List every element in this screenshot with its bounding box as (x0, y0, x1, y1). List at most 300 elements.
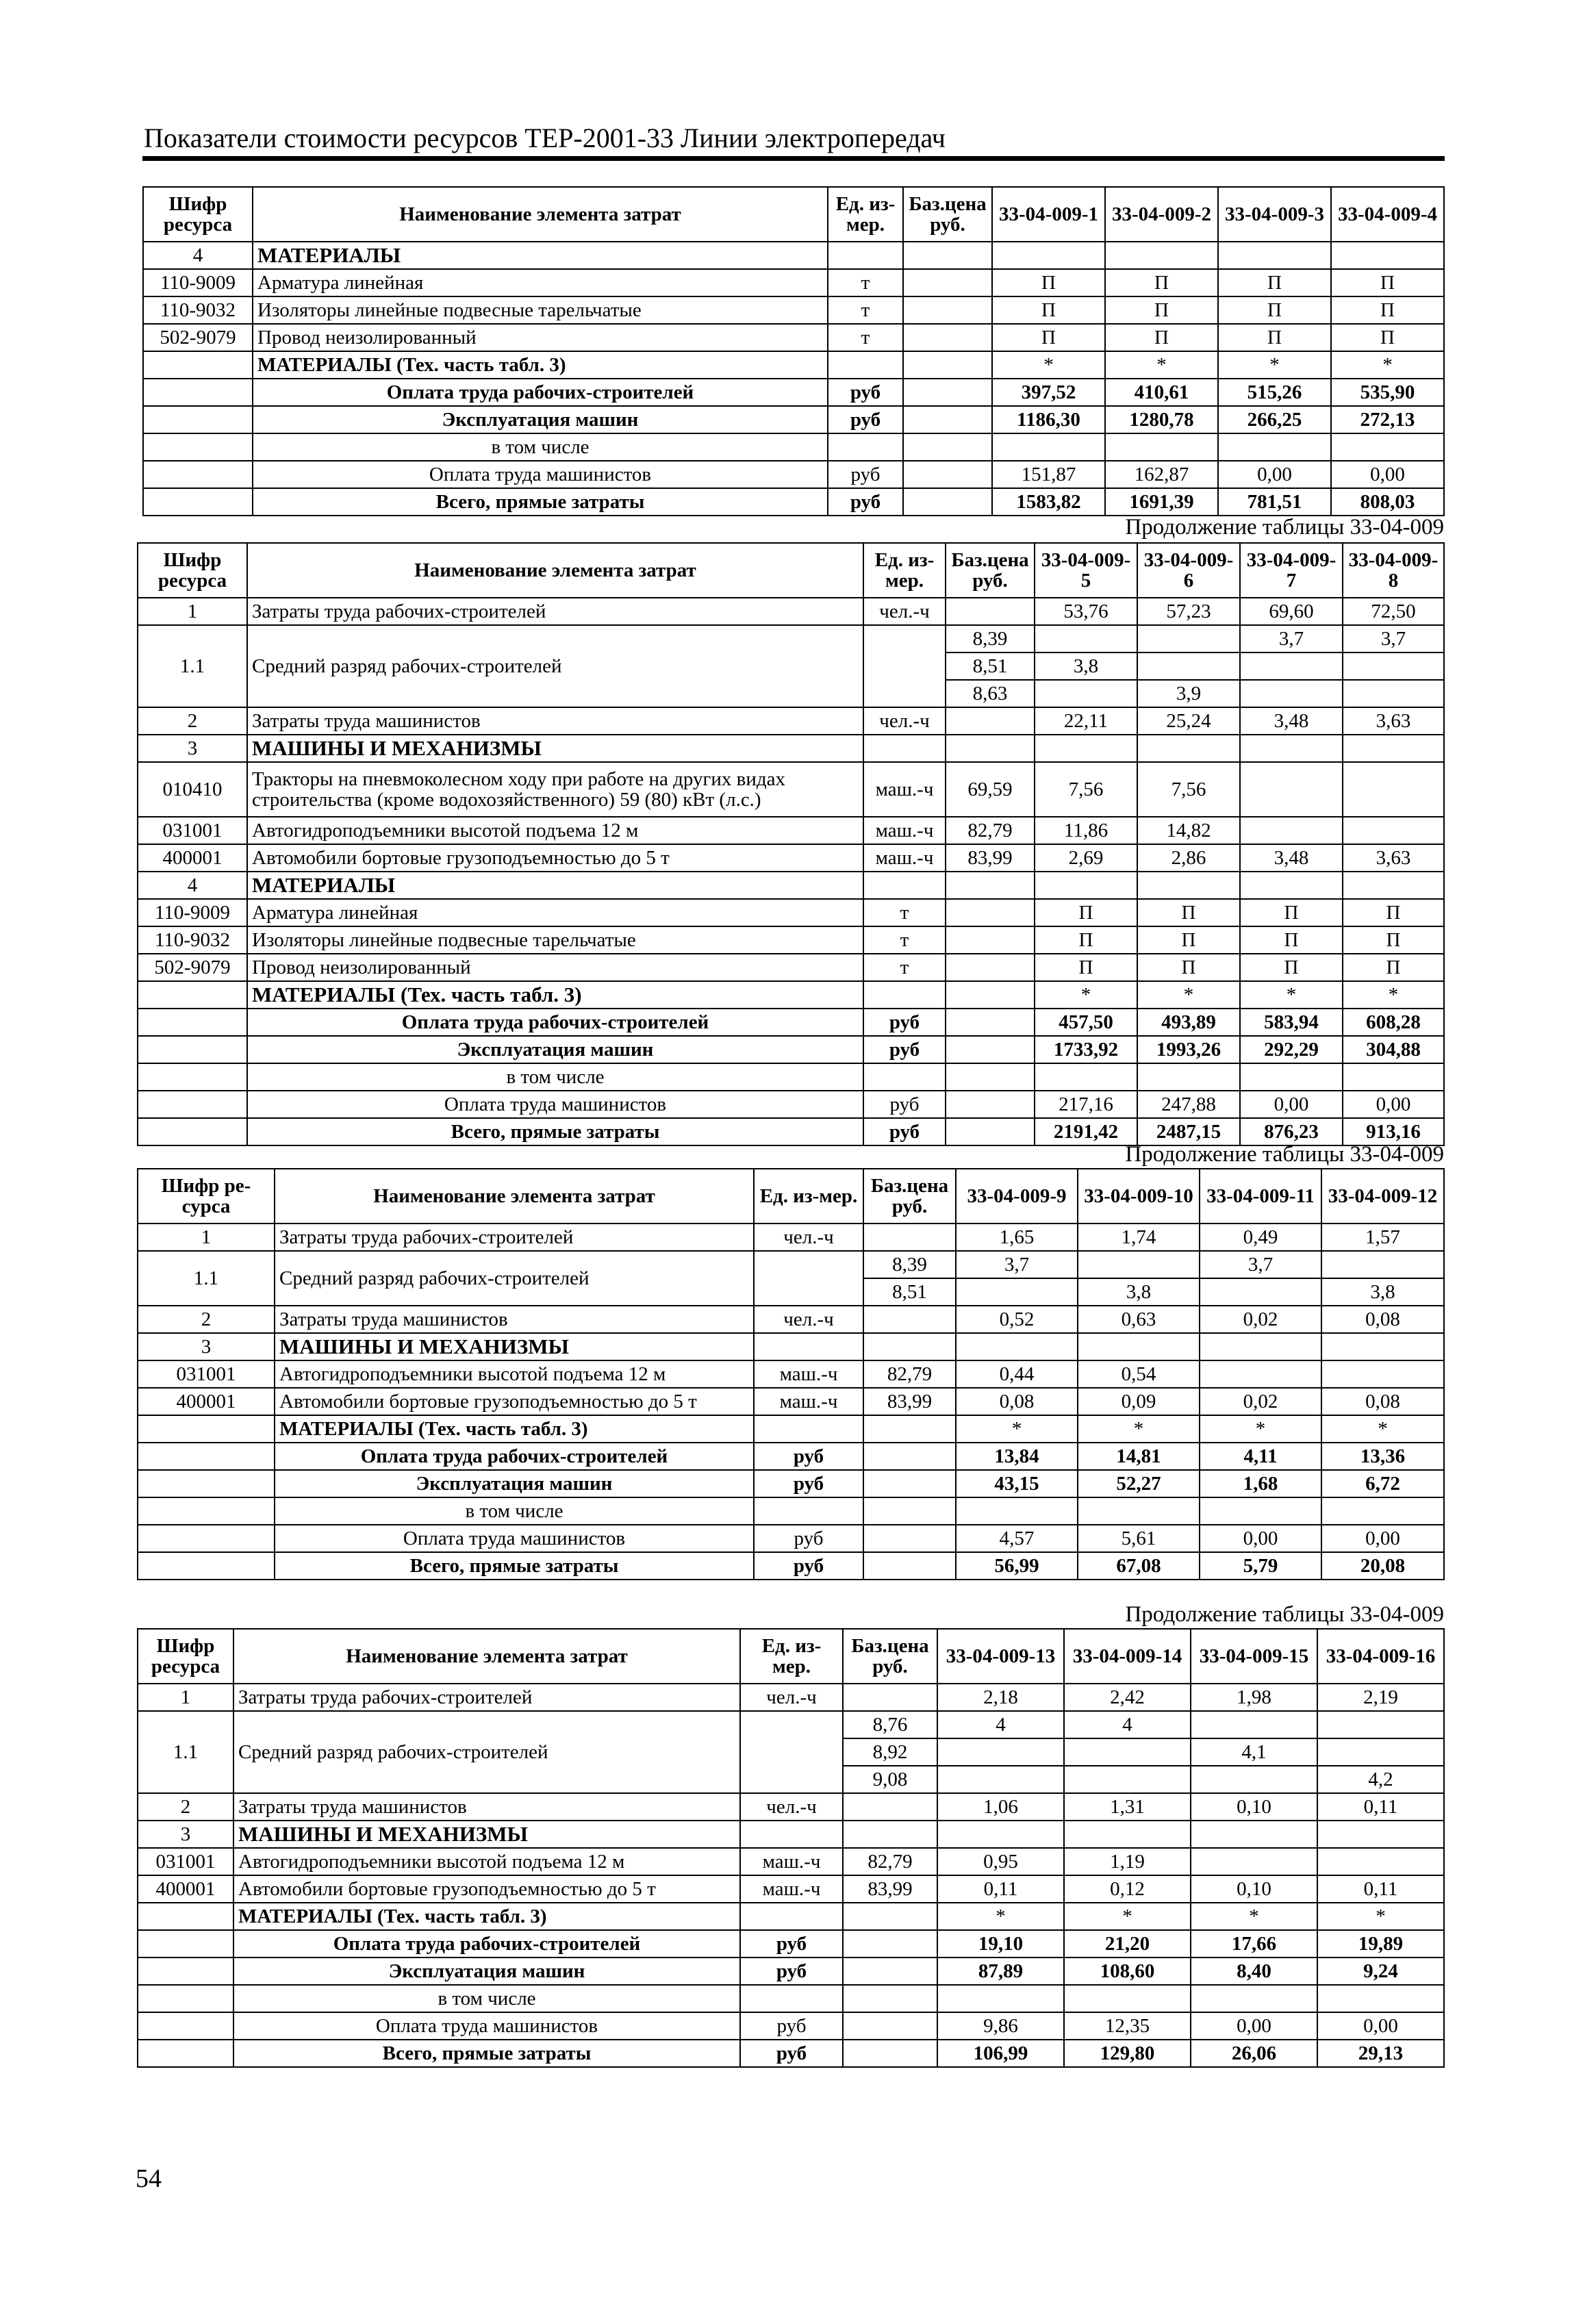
value-cell: * (992, 351, 1105, 379)
header-name: Наименование элемента затрат (247, 543, 863, 598)
value-cell: П (1137, 954, 1240, 981)
unit-cell: т (863, 899, 946, 926)
name-cell: Средний разряд рабочих-строителей (233, 1711, 740, 1793)
value-cell: 493,89 (1137, 1009, 1240, 1036)
value-cell: 7,56 (1035, 762, 1137, 817)
value-cell: * (1321, 1415, 1444, 1443)
name-cell: Провод неизолированный (253, 324, 828, 351)
price-cell: 8,51 (946, 652, 1035, 680)
code-cell (138, 1063, 247, 1091)
code-cell: 2 (138, 1793, 233, 1821)
unit-cell: маш.-ч (740, 1848, 843, 1875)
name-cell: Автогидроподъемники высотой подъема 12 м (233, 1848, 740, 1875)
value-cell (1035, 735, 1137, 762)
table-row (138, 2040, 1444, 2067)
price-cell: 8,63 (946, 680, 1035, 707)
unit-cell: руб (740, 1957, 843, 1985)
resource-table-1 (142, 186, 1445, 516)
value-cell: 0,95 (937, 1848, 1064, 1875)
name-cell: МАШИНЫ И МЕХАНИЗМЫ (247, 735, 863, 762)
value-cell (1200, 1333, 1321, 1360)
table-row (138, 1793, 1444, 1821)
value-cell: 3,7 (1240, 625, 1343, 652)
continuation-label: Продолжение таблицы 33-04-009 (1125, 515, 1444, 540)
value-cell: 3,48 (1240, 844, 1343, 872)
value-cell: 0,00 (1343, 1091, 1444, 1118)
value-cell: 5,79 (1200, 1552, 1321, 1580)
resource-table-3 (137, 1168, 1445, 1580)
header-code: Шифр ресурса (138, 1629, 233, 1684)
code-cell (138, 1957, 233, 1985)
value-cell: П (1240, 926, 1343, 954)
table-row (143, 379, 1444, 406)
code-cell (138, 981, 247, 1009)
value-cell: 0,02 (1200, 1388, 1321, 1415)
value-cell (1240, 817, 1343, 844)
price-cell (843, 1985, 937, 2012)
name-cell: в том числе (233, 1985, 740, 2012)
price-cell (903, 433, 992, 461)
code-cell (138, 1985, 233, 2012)
value-cell (1137, 625, 1240, 652)
code-cell: 1 (138, 1684, 233, 1711)
table-row (138, 707, 1444, 735)
value-cell: 43,15 (956, 1470, 1078, 1497)
value-cell (1035, 625, 1137, 652)
code-cell: 4 (138, 872, 247, 899)
unit-cell: т (863, 954, 946, 981)
name-cell: Оплата труда машинистов (233, 2012, 740, 2040)
code-cell (143, 461, 253, 488)
table-row (138, 817, 1444, 844)
code-cell (143, 433, 253, 461)
table-row (138, 1848, 1444, 1875)
value-cell (992, 242, 1105, 269)
value-cell (1191, 1985, 1317, 2012)
value-cell (1343, 872, 1444, 899)
header-col-2: 33-04-009-6 (1137, 543, 1240, 598)
value-cell: 1,06 (937, 1793, 1064, 1821)
unit-cell (754, 1497, 863, 1525)
name-cell: Автомобили бортовые грузоподъемностью до 5 т (247, 844, 863, 872)
value-cell: 457,50 (1035, 1009, 1137, 1036)
value-cell: 608,28 (1343, 1009, 1444, 1036)
table-row (138, 1930, 1444, 1957)
header-name: Наименование элемента затрат (253, 187, 828, 242)
value-cell: 0,49 (1200, 1224, 1321, 1251)
table-row (138, 1821, 1444, 1848)
value-cell: 0,02 (1200, 1306, 1321, 1333)
price-cell (843, 1821, 937, 1848)
name-cell: Средний разряд рабочих-строителей (247, 625, 863, 707)
value-cell: 6,72 (1321, 1470, 1444, 1497)
value-cell (1240, 762, 1343, 817)
table-row (138, 1306, 1444, 1333)
value-cell (937, 1738, 1064, 1766)
code-cell (138, 1036, 247, 1063)
value-cell: 0,00 (1321, 1525, 1444, 1552)
name-cell: Арматура линейная (253, 269, 828, 296)
price-cell (863, 1552, 956, 1580)
price-cell (946, 598, 1035, 625)
name-cell: Тракторы на пневмоколесном ходу при работе на других видах строительства (кроме водохозяйственного) 59 (80) кВт (л.с.) (247, 762, 863, 817)
value-cell: 0,10 (1191, 1793, 1317, 1821)
unit-cell (828, 433, 903, 461)
table-row (138, 1957, 1444, 1985)
value-cell: 25,24 (1137, 707, 1240, 735)
header-unit: Ед. из-мер. (754, 1169, 863, 1224)
value-cell: 583,94 (1240, 1009, 1343, 1036)
value-cell: 781,51 (1218, 488, 1331, 516)
price-cell (863, 1224, 956, 1251)
code-cell (143, 406, 253, 433)
code-cell: 010410 (138, 762, 247, 817)
value-cell: 2,86 (1137, 844, 1240, 872)
price-cell (863, 1525, 956, 1552)
name-cell: Провод неизолированный (247, 954, 863, 981)
value-cell (1343, 735, 1444, 762)
price-cell (843, 1793, 937, 1821)
code-cell (138, 2040, 233, 2067)
name-cell: Эксплуатация машин (247, 1036, 863, 1063)
code-cell: 1.1 (138, 1251, 275, 1306)
resource-table-2 (137, 542, 1445, 1146)
code-cell: 110-9032 (143, 296, 253, 324)
value-cell: 0,44 (956, 1360, 1078, 1388)
value-cell: 3,7 (1343, 625, 1444, 652)
unit-cell: маш.-ч (754, 1360, 863, 1388)
value-cell (1331, 433, 1444, 461)
value-cell: П (1105, 296, 1218, 324)
name-cell: Автогидроподъемники высотой подъема 12 м (247, 817, 863, 844)
price-cell (843, 1684, 937, 1711)
table-row (138, 1360, 1444, 1388)
table-row (138, 1063, 1444, 1091)
price-cell (843, 2012, 937, 2040)
unit-cell (828, 351, 903, 379)
price-cell (863, 1497, 956, 1525)
name-cell: МАТЕРИАЛЫ (247, 872, 863, 899)
header-name: Наименование элемента затрат (233, 1629, 740, 1684)
unit-cell: руб (740, 1930, 843, 1957)
value-cell: П (1343, 926, 1444, 954)
code-cell: 400001 (138, 1875, 233, 1903)
unit-cell: руб (754, 1552, 863, 1580)
table-row (138, 1091, 1444, 1118)
unit-cell (740, 1711, 843, 1793)
value-cell: 0,11 (1317, 1875, 1444, 1903)
table-row (143, 269, 1444, 296)
table-row (138, 1009, 1444, 1036)
price-cell (863, 1415, 956, 1443)
unit-cell: чел.-ч (740, 1793, 843, 1821)
name-cell: Изоляторы линейные подвесные тарельчатые (247, 926, 863, 954)
header-code: Шифр ресурса (138, 543, 247, 598)
table-row (138, 954, 1444, 981)
header-col-4: 33-04-009-12 (1321, 1169, 1444, 1224)
value-cell: 0,12 (1064, 1875, 1191, 1903)
header-unit: Ед. из-мер. (740, 1629, 843, 1684)
code-cell (138, 1415, 275, 1443)
value-cell (937, 1821, 1064, 1848)
value-cell: 808,03 (1331, 488, 1444, 516)
value-cell (1321, 1251, 1444, 1278)
code-cell (138, 1497, 275, 1525)
header-col-2: 33-04-009-2 (1105, 187, 1218, 242)
value-cell (1240, 1063, 1343, 1091)
value-cell (1191, 1848, 1317, 1875)
value-cell: 3,63 (1343, 844, 1444, 872)
value-cell: 129,80 (1064, 2040, 1191, 2067)
value-cell: 0,00 (1240, 1091, 1343, 1118)
name-cell: Всего, прямые затраты (233, 2040, 740, 2067)
value-cell: 4,2 (1317, 1766, 1444, 1793)
price-cell: 8,51 (863, 1278, 956, 1306)
unit-cell (863, 625, 946, 707)
table-row (138, 1875, 1444, 1903)
value-cell (937, 1766, 1064, 1793)
value-cell (1191, 1711, 1317, 1738)
value-cell: * (1317, 1903, 1444, 1930)
value-cell: 8,40 (1191, 1957, 1317, 1985)
unit-cell: руб (828, 379, 903, 406)
value-cell (1064, 1738, 1191, 1766)
value-cell (1321, 1333, 1444, 1360)
value-cell: П (1240, 954, 1343, 981)
value-cell: 2,42 (1064, 1684, 1191, 1711)
value-cell: * (1035, 981, 1137, 1009)
value-cell: 13,36 (1321, 1443, 1444, 1470)
value-cell: 52,27 (1078, 1470, 1200, 1497)
code-cell: 3 (138, 735, 247, 762)
table-row (138, 1118, 1444, 1145)
code-cell (143, 379, 253, 406)
value-cell (1105, 433, 1218, 461)
name-cell: МАТЕРИАЛЫ (Тех. часть табл. 3) (247, 981, 863, 1009)
name-cell: Автомобили бортовые грузоподъемностью до 5 т (275, 1388, 754, 1415)
value-cell (1317, 1738, 1444, 1766)
unit-cell: руб (740, 2040, 843, 2067)
code-cell: 031001 (138, 1848, 233, 1875)
value-cell: * (1240, 981, 1343, 1009)
value-cell: 20,08 (1321, 1552, 1444, 1580)
unit-cell: т (828, 269, 903, 296)
table-row (138, 625, 1444, 652)
value-cell (1240, 680, 1343, 707)
value-cell: 4,11 (1200, 1443, 1321, 1470)
header-col-1: 33-04-009-5 (1035, 543, 1137, 598)
value-cell: 1,19 (1064, 1848, 1191, 1875)
value-cell: П (1218, 296, 1331, 324)
code-cell: 031001 (138, 817, 247, 844)
table-row (143, 461, 1444, 488)
value-cell: * (1078, 1415, 1200, 1443)
table-row (143, 296, 1444, 324)
value-cell: 0,08 (1321, 1388, 1444, 1415)
price-cell (903, 242, 992, 269)
value-cell (1137, 652, 1240, 680)
price-cell (903, 296, 992, 324)
value-cell: П (992, 296, 1105, 324)
value-cell (992, 433, 1105, 461)
unit-cell: чел.-ч (863, 707, 946, 735)
name-cell: Оплата труда рабочих-строителей (275, 1443, 754, 1470)
table-row (138, 598, 1444, 625)
table-row (138, 1525, 1444, 1552)
table-row (138, 1333, 1444, 1360)
value-cell: 4,1 (1191, 1738, 1317, 1766)
table-row (138, 2012, 1444, 2040)
price-cell (903, 324, 992, 351)
value-cell: 1,65 (956, 1224, 1078, 1251)
table-row (138, 1903, 1444, 1930)
unit-cell (740, 1985, 843, 2012)
value-cell: 1,74 (1078, 1224, 1200, 1251)
code-cell (138, 1552, 275, 1580)
value-cell: 3,8 (1078, 1278, 1200, 1306)
value-cell: 3,7 (956, 1251, 1078, 1278)
value-cell: * (1218, 351, 1331, 379)
table-row (143, 351, 1444, 379)
price-cell: 8,92 (843, 1738, 937, 1766)
value-cell: П (1240, 899, 1343, 926)
unit-cell: руб (828, 461, 903, 488)
value-cell: 9,86 (937, 2012, 1064, 2040)
value-cell (956, 1497, 1078, 1525)
code-cell: 502-9079 (138, 954, 247, 981)
value-cell: 247,88 (1137, 1091, 1240, 1118)
price-cell: 8,39 (946, 625, 1035, 652)
price-cell (903, 406, 992, 433)
value-cell (1200, 1360, 1321, 1388)
price-cell (843, 2040, 937, 2067)
value-cell: 1583,82 (992, 488, 1105, 516)
value-cell: * (1137, 981, 1240, 1009)
value-cell: 0,54 (1078, 1360, 1200, 1388)
value-cell (1218, 242, 1331, 269)
name-cell: Всего, прямые затраты (253, 488, 828, 516)
value-cell (1317, 1848, 1444, 1875)
value-cell (956, 1333, 1078, 1360)
value-cell: * (1191, 1903, 1317, 1930)
table-row (138, 872, 1444, 899)
code-cell (143, 351, 253, 379)
value-cell (1343, 680, 1444, 707)
code-cell: 400001 (138, 844, 247, 872)
value-cell: * (1064, 1903, 1191, 1930)
code-cell: 110-9009 (143, 269, 253, 296)
code-cell: 4 (143, 242, 253, 269)
unit-cell (863, 735, 946, 762)
value-cell: 14,81 (1078, 1443, 1200, 1470)
value-cell (1137, 872, 1240, 899)
code-cell: 1 (138, 1224, 275, 1251)
header-name: Наименование элемента затрат (275, 1169, 754, 1224)
table-row (138, 899, 1444, 926)
value-cell: 515,26 (1218, 379, 1331, 406)
header-col-2: 33-04-009-14 (1064, 1629, 1191, 1684)
price-cell (903, 461, 992, 488)
value-cell: 14,82 (1137, 817, 1240, 844)
price-cell: 82,79 (946, 817, 1035, 844)
name-cell: Затраты труда машинистов (247, 707, 863, 735)
header-base-price: Баз.цена руб. (903, 187, 992, 242)
value-cell (1331, 242, 1444, 269)
price-cell (863, 1470, 956, 1497)
unit-cell: чел.-ч (740, 1684, 843, 1711)
table-row (138, 1684, 1444, 1711)
value-cell: 0,00 (1317, 2012, 1444, 2040)
unit-cell: руб (740, 2012, 843, 2040)
value-cell: 69,60 (1240, 598, 1343, 625)
value-cell (1064, 1821, 1191, 1848)
value-cell: П (1331, 296, 1444, 324)
value-cell: 272,13 (1331, 406, 1444, 433)
unit-cell: т (828, 296, 903, 324)
value-cell: 57,23 (1137, 598, 1240, 625)
value-cell (1078, 1333, 1200, 1360)
value-cell: 22,11 (1035, 707, 1137, 735)
value-cell: * (1105, 351, 1218, 379)
price-cell: 8,39 (863, 1251, 956, 1278)
value-cell: 2,19 (1317, 1684, 1444, 1711)
table-row (138, 1497, 1444, 1525)
unit-cell: руб (754, 1470, 863, 1497)
value-cell: 2,18 (937, 1684, 1064, 1711)
value-cell (1078, 1497, 1200, 1525)
unit-cell: маш.-ч (754, 1388, 863, 1415)
table-row (143, 433, 1444, 461)
header-code: Шифр ресурса (143, 187, 253, 242)
value-cell (1200, 1278, 1321, 1306)
value-cell: П (992, 324, 1105, 351)
value-cell: 0,00 (1218, 461, 1331, 488)
value-cell: 12,35 (1064, 2012, 1191, 2040)
value-cell: 3,63 (1343, 707, 1444, 735)
header-base-price: Баз.цена руб. (843, 1629, 937, 1684)
value-cell: 29,13 (1317, 2040, 1444, 2067)
value-cell: 19,10 (937, 1930, 1064, 1957)
table-row (138, 1224, 1444, 1251)
value-cell: 397,52 (992, 379, 1105, 406)
table-row (138, 1251, 1444, 1278)
name-cell: Оплата труда рабочих-строителей (247, 1009, 863, 1036)
value-cell: 913,16 (1343, 1118, 1444, 1145)
code-cell: 1.1 (138, 1711, 233, 1793)
value-cell (1240, 872, 1343, 899)
name-cell: Оплата труда рабочих-строителей (253, 379, 828, 406)
code-cell: 1.1 (138, 625, 247, 707)
value-cell: П (1218, 269, 1331, 296)
table-row (138, 1711, 1444, 1738)
header-col-3: 33-04-009-3 (1218, 187, 1331, 242)
name-cell: Затраты труда машинистов (275, 1306, 754, 1333)
value-cell: * (937, 1903, 1064, 1930)
value-cell: 1280,78 (1105, 406, 1218, 433)
value-cell: * (1200, 1415, 1321, 1443)
value-cell: 0,00 (1191, 2012, 1317, 2040)
value-cell: 106,99 (937, 2040, 1064, 2067)
value-cell (1200, 1497, 1321, 1525)
value-cell (1105, 242, 1218, 269)
price-cell (843, 1930, 937, 1957)
table-row (143, 488, 1444, 516)
code-cell (138, 1091, 247, 1118)
value-cell: 0,63 (1078, 1306, 1200, 1333)
table-header-row (138, 1169, 1444, 1224)
value-cell: 4 (1064, 1711, 1191, 1738)
code-cell: 110-9009 (138, 899, 247, 926)
